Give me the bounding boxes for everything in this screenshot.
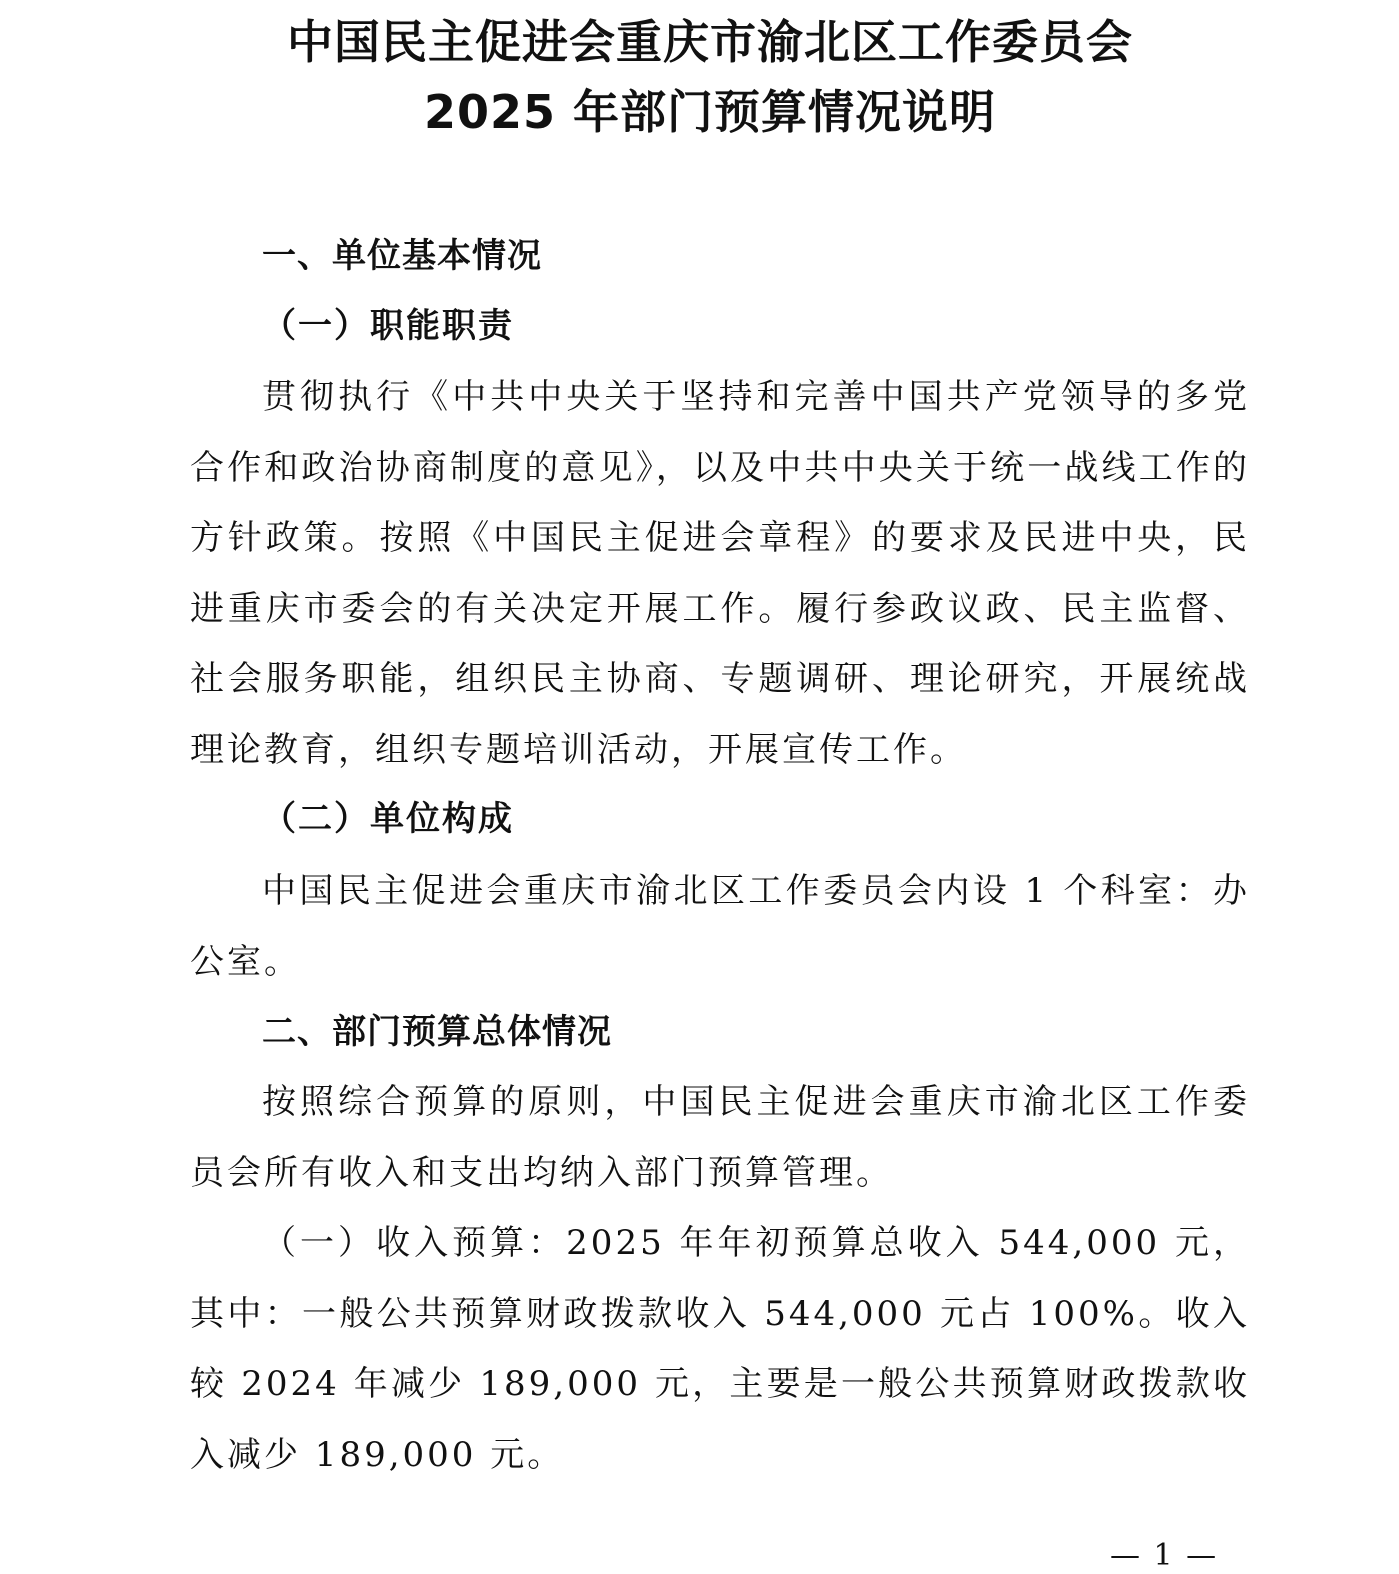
section1-heading: 一、单位基本情况 — [262, 236, 542, 276]
section2-income-paragraph: （一）收入预算：2025 年年初预算总收入 544,000 元，其中：一般公共预算财政拨款收入 544,000 元占 100%。收入较 2024 年减少 189,000 元，主要是一般公共预算财政拨款收入减少 189,000 元。 — [190, 1223, 1250, 1475]
section2-heading: 二、部门预算总体情况 — [262, 1012, 612, 1052]
page-number: — 1 — — [1110, 1538, 1219, 1573]
document-title-line1: 中国民主促进会重庆市渝北区工作委员会 — [287, 15, 1133, 69]
section1-sub2-paragraph: 中国民主促进会重庆市渝北区工作委员会内设 1 个科室：办公室。 — [190, 871, 1250, 982]
section2-intro-paragraph: 按照综合预算的原则，中国民主促进会重庆市渝北区工作委员会所有收入和支出均纳入部门预算管理。 — [190, 1082, 1250, 1193]
section1-sub1-paragraph: 贯彻执行《中共中央关于坚持和完善中国共产党领导的多党合作和政治协商制度的意见》，以及中共中央关于统一战线工作的方针政策。按照《中国民主促进会章程》的要求及民进中央，民进重庆市委会的有关决定开展工作。履行参政议政、民主监督、社会服务职能，组织民主协商、专题调研、理论研究，开展统战理论教育，组织专题培训活动，开展宣传工作。 — [190, 377, 1250, 770]
document-title-line2: 2025 年部门预算情况说明 — [423, 85, 997, 139]
section1-sub1-heading: （一）职能职责 — [262, 306, 514, 346]
section1-sub2-heading: （二）单位构成 — [262, 799, 514, 839]
